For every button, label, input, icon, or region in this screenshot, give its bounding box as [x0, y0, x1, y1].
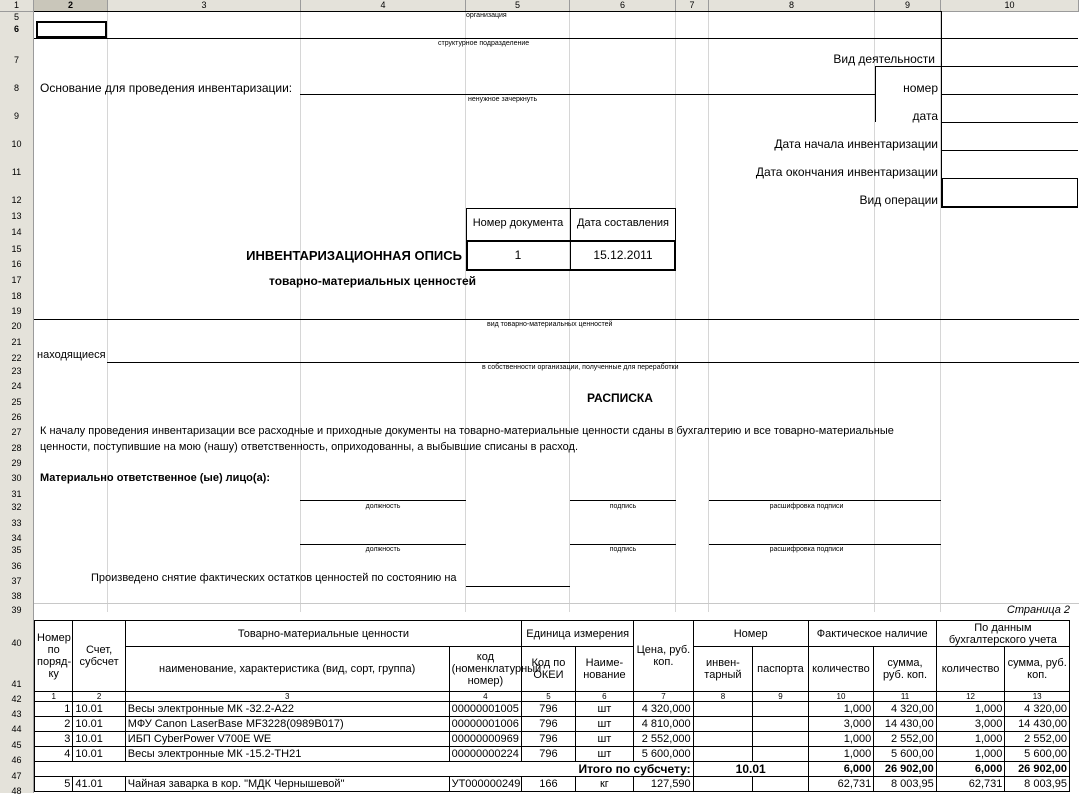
cell-inventory-number[interactable] [693, 747, 753, 762]
row-header[interactable]: 19 [11, 306, 22, 316]
cell-actual-sum[interactable]: 8 003,95 [874, 777, 937, 792]
cell-no[interactable]: 2 [35, 717, 73, 732]
decode-caption: расшифровка подписи [769, 546, 844, 553]
cell-actual-qty[interactable]: 1,000 [808, 732, 874, 747]
row-header[interactable]: 39 [11, 605, 22, 615]
row-header[interactable]: 28 [11, 443, 22, 453]
row-header[interactable]: 41 [11, 679, 22, 689]
gridline [569, 12, 570, 612]
code-line [941, 94, 1078, 95]
cell-inventory-number[interactable] [693, 777, 753, 792]
code-line [941, 66, 1078, 67]
cell-acc-qty[interactable]: 1,000 [936, 747, 1005, 762]
signature-line [570, 500, 676, 501]
row-header[interactable]: 20 [11, 321, 22, 331]
row-header[interactable]: 14 [11, 227, 22, 237]
cell-unit[interactable]: шт [575, 732, 634, 747]
row-header[interactable]: 7 [13, 55, 19, 65]
row-header[interactable]: 42 [11, 694, 22, 704]
column-header-8[interactable]: 8 [709, 0, 875, 11]
ownership-caption: в собственности организации, полученные для переработки [482, 364, 679, 371]
header-acc-qty: количество [936, 647, 1005, 692]
column-number: 13 [1005, 692, 1070, 702]
row-header[interactable]: 18 [11, 291, 22, 301]
cell-no[interactable]: 5 [35, 777, 73, 792]
cell-code[interactable]: 00000001006 [449, 717, 522, 732]
signature-line [570, 544, 676, 545]
cell-no[interactable]: 3 [35, 732, 73, 747]
doc-date-header: Дата составления [577, 217, 669, 229]
row-header[interactable]: 34 [11, 533, 22, 543]
row-header[interactable]: 12 [11, 195, 22, 205]
located-line [107, 362, 1079, 363]
column-number: 8 [693, 692, 753, 702]
cell-actual-sum[interactable]: 14 430,00 [874, 717, 937, 732]
row-header[interactable]: 35 [11, 545, 22, 555]
header-okei: Код по ОКЕИ [522, 647, 575, 692]
gridline [465, 12, 466, 612]
column-header-5[interactable]: 5 [466, 0, 570, 11]
cell-actual-sum[interactable]: 5 600,00 [874, 747, 937, 762]
row-header[interactable]: 11 [11, 167, 22, 177]
date-label: дата [912, 109, 938, 123]
activity-label: Вид деятельности [833, 52, 935, 66]
balance-date-line [466, 586, 570, 587]
row-header[interactable]: 5 [13, 12, 19, 22]
column-number: 12 [936, 692, 1005, 702]
doc-date-value: 15.12.2011 [593, 248, 653, 262]
row-header[interactable]: 38 [11, 591, 22, 601]
cell-acc-sum[interactable]: 14 430,00 [1005, 717, 1070, 732]
end-date-label: Дата окончания инвентаризации [755, 165, 938, 179]
strike-caption: ненужное зачеркнуть [468, 96, 538, 103]
total-account: 10.01 [693, 762, 808, 777]
doc-number-value: 1 [514, 248, 522, 262]
number-label: номер [903, 81, 938, 95]
cell-acc-sum[interactable]: 2 552,00 [1005, 732, 1070, 747]
cell-okei[interactable]: 796 [522, 732, 575, 747]
row-header[interactable]: 40 [11, 638, 22, 648]
responsible-label: Материально ответственное (ые) лицо(а): [40, 472, 271, 484]
row-header[interactable]: 22 [11, 353, 22, 363]
kind-caption: вид товарно-материальных ценностей [487, 321, 613, 328]
cell-acc-qty[interactable]: 1,000 [936, 732, 1005, 747]
header-actual-qty: количество [808, 647, 874, 692]
column-number: 10 [808, 692, 874, 702]
column-number: 2 [73, 692, 125, 702]
cell-inventory-number[interactable] [693, 717, 753, 732]
cell-price[interactable]: 2 552,000 [634, 732, 694, 747]
row-header[interactable]: 48 [11, 786, 22, 796]
cell-code[interactable]: 00000000224 [449, 747, 522, 762]
row-header[interactable]: 23 [11, 366, 22, 376]
cell-unit[interactable]: шт [575, 717, 634, 732]
row-header[interactable]: 17 [11, 275, 22, 285]
basis-line [300, 94, 875, 95]
column-header-2[interactable]: 2 [34, 0, 108, 11]
total-acc-sum: 26 902,00 [1005, 762, 1070, 777]
cell-account[interactable]: 10.01 [73, 747, 125, 762]
row-header[interactable]: 15 [11, 244, 22, 254]
cell-passport[interactable] [753, 702, 808, 717]
table-row [35, 717, 1070, 732]
header-number: Номер [693, 621, 808, 647]
cell-price[interactable]: 5 600,000 [634, 747, 694, 762]
cell-acc-sum[interactable]: 5 600,00 [1005, 747, 1070, 762]
cell-inventory-number[interactable] [693, 702, 753, 717]
row-header[interactable]: 47 [11, 771, 22, 781]
total-row [35, 762, 1070, 777]
receipt-text-line1: К началу проведения инвентаризации все расходные и приходные документы на товарно-материальные ценности сданы в бухгалтерию и все товарно-материальные [40, 425, 894, 437]
cell-unit[interactable]: шт [575, 747, 634, 762]
header-account: Счет, субсчет [73, 621, 125, 692]
cell-no[interactable]: 4 [35, 747, 73, 762]
basis-label: Основание для проведения инвентаризации: [40, 81, 293, 95]
column-header-4[interactable]: 4 [301, 0, 466, 11]
row-header[interactable]: 10 [11, 139, 22, 149]
row-header[interactable]: 29 [11, 458, 22, 468]
page-label: Страница 2 [1006, 604, 1070, 616]
start-date-label: Дата начала инвентаризации [774, 137, 938, 151]
position-line [300, 544, 466, 545]
gridline [675, 12, 676, 612]
row-header[interactable]: 31 [11, 489, 22, 499]
unit-line [34, 38, 941, 39]
cell-code[interactable]: 00000001005 [449, 702, 522, 717]
cell-actual-qty[interactable]: 3,000 [808, 717, 874, 732]
cell-acc-qty[interactable]: 62,731 [936, 777, 1005, 792]
row-header[interactable]: 33 [11, 518, 22, 528]
column-number: 4 [449, 692, 522, 702]
column-header-7[interactable]: 7 [676, 0, 709, 11]
row-header[interactable]: 46 [11, 755, 22, 765]
cell-inventory-number[interactable] [693, 732, 753, 747]
cell-actual-sum[interactable]: 4 320,00 [874, 702, 937, 717]
total-label: Итого по субсчету: [35, 762, 694, 777]
operation-code-cell[interactable] [941, 178, 1078, 208]
column-header-6[interactable]: 6 [570, 0, 676, 11]
header-code: код (номенклатурный номер) [449, 647, 522, 692]
table-row [35, 777, 1070, 792]
row-header[interactable]: 8 [13, 83, 19, 93]
cell-passport[interactable] [753, 747, 808, 762]
unit-caption: структурное подразделение [438, 40, 530, 47]
row-header[interactable]: 9 [13, 111, 19, 121]
row-header[interactable]: 26 [11, 412, 22, 422]
cell-actual-qty[interactable]: 1,000 [808, 702, 874, 717]
column-number: 6 [575, 692, 634, 702]
code-line [941, 122, 1078, 123]
cell-acc-qty[interactable]: 1,000 [936, 702, 1005, 717]
row-header[interactable]: 24 [11, 381, 22, 391]
header-no: Номер по поряд-ку [35, 621, 73, 692]
row-header[interactable]: 43 [11, 709, 22, 719]
cell-passport[interactable] [753, 777, 808, 792]
cell-name[interactable]: Весы электронные МК -32.2-А22 [125, 702, 449, 717]
column-number: 3 [125, 692, 449, 702]
header-name: наименование, характеристика (вид, сорт, группа) [125, 647, 449, 692]
column-number: 7 [634, 692, 694, 702]
table-row [35, 732, 1070, 747]
table-row [35, 702, 1070, 717]
cell-account[interactable]: 10.01 [73, 702, 125, 717]
organization-caption: организация [466, 12, 507, 19]
cell-name[interactable]: МФУ Canon LaserBase MF3228(0989B017) [125, 717, 449, 732]
gridline [708, 12, 709, 612]
kind-line [34, 319, 1079, 320]
row-header[interactable]: 13 [11, 211, 22, 221]
row-header-bar [0, 12, 34, 796]
row-header[interactable]: 27 [11, 427, 22, 437]
header-passport: паспорта [753, 647, 808, 692]
column-header-10[interactable]: 10 [941, 0, 1079, 11]
decode-caption: расшифровка подписи [769, 503, 844, 510]
header-unit-name: Наиме-нование [575, 647, 634, 692]
total-actual-sum: 26 902,00 [874, 762, 937, 777]
cell-actual-qty[interactable]: 62,731 [808, 777, 874, 792]
row-header[interactable]: 25 [11, 397, 22, 407]
code-line [941, 150, 1078, 151]
cell-name[interactable]: Чайная заварка в кор. "МДК Чернышевой" [125, 777, 449, 792]
receipt-title: РАСПИСКА [587, 391, 653, 405]
cell-acc-qty[interactable]: 3,000 [936, 717, 1005, 732]
row-header[interactable]: 37 [11, 576, 22, 586]
code-line [941, 38, 1078, 39]
cell-name[interactable]: Весы электронные МК -15.2-ТН21 [125, 747, 449, 762]
row-header[interactable]: 16 [11, 259, 22, 269]
column-number: 1 [35, 692, 73, 702]
row-header[interactable]: 44 [11, 724, 22, 734]
signature-caption: подпись [609, 546, 637, 553]
cell-unit[interactable]: кг [575, 777, 634, 792]
column-header-1[interactable]: 1 [0, 0, 34, 11]
cell-actual-qty[interactable]: 1,000 [808, 747, 874, 762]
gridline [107, 12, 108, 612]
header-tmc: Товарно-материальные ценности [125, 621, 521, 647]
row-header[interactable]: 32 [11, 502, 22, 512]
column-number: 9 [753, 692, 808, 702]
cell-unit[interactable]: шт [575, 702, 634, 717]
basis-number-top [875, 66, 941, 67]
position-line [300, 500, 466, 501]
header-unit: Единица измерения [522, 621, 634, 647]
row-header[interactable]: 21 [11, 337, 22, 347]
cell-price[interactable]: 4 810,000 [634, 717, 694, 732]
signature-caption: подпись [609, 503, 637, 510]
cell-okei[interactable]: 796 [522, 702, 575, 717]
operation-label: Вид операции [859, 193, 938, 207]
balance-label: Произведено снятие фактических остатков ценностей по состоянию на [91, 572, 457, 584]
cell-actual-sum[interactable]: 2 552,00 [874, 732, 937, 747]
cell-code[interactable]: УТ000000249 [449, 777, 522, 792]
header-acc-sum: сумма, руб. коп. [1005, 647, 1070, 692]
header-price: Цена, руб. коп. [634, 621, 694, 692]
decode-line [709, 500, 941, 501]
cell-account[interactable]: 41.01 [73, 777, 125, 792]
cell-okei[interactable]: 166 [522, 777, 575, 792]
doc-number-header: Номер документа [472, 217, 564, 229]
header-inventory-number: инвен-тарный [693, 647, 753, 692]
cell-name[interactable]: ИБП CyberPower V700E WE [125, 732, 449, 747]
gridline [300, 12, 301, 612]
cell-account[interactable]: 10.01 [73, 732, 125, 747]
cell-okei[interactable]: 796 [522, 717, 575, 732]
selected-cell[interactable] [36, 21, 107, 38]
column-number: 5 [522, 692, 575, 702]
decode-line [709, 544, 941, 545]
cell-acc-sum[interactable]: 8 003,95 [1005, 777, 1070, 792]
cell-price[interactable]: 4 320,000 [634, 702, 694, 717]
cell-acc-sum[interactable]: 4 320,00 [1005, 702, 1070, 717]
table-row [35, 747, 1070, 762]
header-accounting: По данным бухгалтерского учета [936, 621, 1069, 647]
cell-price[interactable]: 127,590 [634, 777, 694, 792]
row-header[interactable]: 30 [11, 473, 22, 483]
receipt-text-line2: ценности, поступившие на мою (нашу) ответственность, оприходованны, а выбывшие списаны в расход. [40, 441, 579, 453]
row-header[interactable]: 45 [11, 740, 22, 750]
column-header-3[interactable]: 3 [108, 0, 301, 11]
form-subtitle: товарно-материальных ценностей [269, 274, 476, 288]
header-actual-sum: сумма, руб. коп. [874, 647, 937, 692]
inventory-table [34, 620, 1070, 792]
form-title: ИНВЕНТАРИЗАЦИОННАЯ ОПИСЬ [246, 248, 462, 263]
total-acc-qty: 6,000 [936, 762, 1005, 777]
cell-okei[interactable]: 796 [522, 747, 575, 762]
position-caption: должность [365, 546, 401, 553]
header-actual: Фактическое наличие [808, 621, 936, 647]
position-caption: должность [365, 503, 401, 510]
column-number: 11 [874, 692, 937, 702]
cell-passport[interactable] [753, 717, 808, 732]
located-label: находящиеся [37, 349, 106, 361]
cell-passport[interactable] [753, 732, 808, 747]
row-header[interactable]: 6 [13, 24, 19, 34]
cell-code[interactable]: 00000000969 [449, 732, 522, 747]
cell-no[interactable]: 1 [35, 702, 73, 717]
total-actual-qty: 6,000 [808, 762, 874, 777]
row-header[interactable]: 36 [11, 561, 22, 571]
column-header-9[interactable]: 9 [875, 0, 941, 11]
cell-account[interactable]: 10.01 [73, 717, 125, 732]
